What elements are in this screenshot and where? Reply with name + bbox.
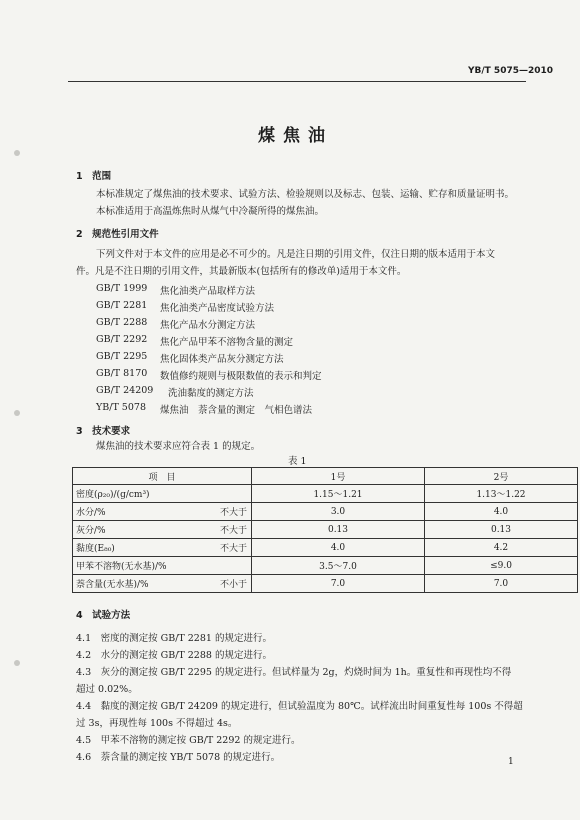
reference-title: 焦化固体类产品灰分测定方法 [160, 354, 284, 365]
reference-title: 洗油黏度的测定方法 [168, 388, 254, 399]
grade-2-value: 4.2 [425, 539, 578, 557]
punch-hole [14, 410, 20, 416]
reference-title: 焦化产品甲苯不溶物含量的测定 [160, 337, 294, 348]
table-row [73, 503, 578, 521]
grade-1-value: 0.13 [252, 521, 425, 539]
grade-1-value: 3.0 [252, 503, 425, 521]
table-header-cell: 2号 [425, 468, 578, 485]
table-row [73, 575, 578, 593]
grade-1-value: 4.0 [252, 539, 425, 557]
method-item: 4.3 灰分的测定按 GB/T 2295 的规定进行。但试样量为 2g，灼烧时间为 1h。重复性和再现性均不得 [76, 667, 512, 678]
section-1-heading: 1 范围 [76, 171, 112, 182]
section-1-paragraph: 本标准规定了煤焦油的技术要求、试验方法、检验规则以及标志、包装、运输、贮存和质量证明书。 [96, 189, 515, 200]
grade-1-value: 7.0 [252, 575, 425, 593]
table-row [73, 485, 578, 503]
table-header-cell: 1号 [252, 468, 425, 485]
punch-hole [14, 150, 20, 156]
item-limit: 不大于 [219, 508, 247, 518]
requirements-table [72, 467, 578, 593]
table-header-row [73, 468, 578, 485]
grade-2-value: ≤9.0 [425, 557, 578, 575]
reference-code: GB/T 2281 [96, 300, 148, 311]
item-limit: 不大于 [219, 544, 247, 554]
standard-code: YB/T 5075—2010 [468, 66, 554, 76]
reference-code: GB/T 24209 [96, 385, 154, 396]
method-item-continued: 超过 0.02%。 [76, 684, 138, 695]
punch-hole [14, 660, 20, 666]
grade-2-value: 4.0 [425, 503, 578, 521]
document-title: 煤焦油 [258, 126, 333, 146]
item-limit: 不大于 [219, 526, 247, 536]
table-caption: 表 1 [288, 456, 307, 467]
grade-2-value: 1.13～1.22 [425, 485, 578, 503]
reference-title: 焦化油类产品取样方法 [160, 286, 256, 297]
reference-title: 焦化油类产品密度试验方法 [160, 303, 275, 314]
section-2-paragraph: 下列文件对于本文件的应用是必不可少的。凡是注日期的引用文件，仅注日期的版本适用于本文 [96, 249, 496, 260]
reference-title: 煤焦油 萘含量的测定 气相色谱法 [160, 405, 313, 416]
section-3-paragraph: 煤焦油的技术要求应符合表 1 的规定。 [96, 441, 261, 452]
grade-1-value: 1.15～1.21 [252, 485, 425, 503]
grade-2-value: 0.13 [425, 521, 578, 539]
item-name: 黏度(E₈₀) [76, 544, 115, 554]
method-item: 4.4 黏度的测定按 GB/T 24209 的规定进行，但试验温度为 80℃。试样流出时间重复性每 100s 不得超 [76, 701, 523, 712]
grade-2-value: 7.0 [425, 575, 578, 593]
method-item-continued: 过 3s，再现性每 100s 不得超过 4s。 [76, 718, 238, 729]
header-rule [68, 81, 526, 82]
table-row [73, 521, 578, 539]
method-item: 4.5 甲苯不溶物的测定按 GB/T 2292 的规定进行。 [76, 735, 301, 746]
reference-code: GB/T 2295 [96, 351, 148, 362]
item-name: 灰分/% [76, 526, 106, 536]
grade-1-value: 3.5～7.0 [252, 557, 425, 575]
section-2-heading: 2 规范性引用文件 [76, 229, 159, 240]
reference-code: YB/T 5078 [96, 402, 146, 413]
reference-title: 数值修约规则与极限数值的表示和判定 [160, 371, 322, 382]
section-1-paragraph: 本标准适用于高温炼焦时从煤气中冷凝所得的煤焦油。 [96, 206, 325, 217]
item-name: 密度(ρ₂₀)/(g/cm³) [76, 490, 150, 500]
section-3-heading: 3 技术要求 [76, 426, 131, 437]
section-2-paragraph: 件。凡是不注日期的引用文件，其最新版本(包括所有的修改单)适用于本文件。 [76, 266, 407, 277]
item-limit: 不小于 [219, 580, 247, 590]
table-row [73, 557, 578, 575]
page-number: 1 [508, 757, 514, 767]
reference-title: 焦化产品水分测定方法 [160, 320, 256, 331]
method-item: 4.1 密度的测定按 GB/T 2281 的规定进行。 [76, 633, 272, 644]
section-4-heading: 4 试验方法 [76, 610, 131, 621]
item-name: 水分/% [76, 508, 106, 518]
reference-code: GB/T 1999 [96, 283, 148, 294]
item-name: 甲苯不溶物(无水基)/% [76, 562, 167, 572]
method-item: 4.2 水分的测定按 GB/T 2288 的规定进行。 [76, 650, 272, 661]
reference-code: GB/T 8170 [96, 368, 148, 379]
table-header-cell: 项 目 [73, 468, 252, 485]
item-name: 萘含量(无水基)/% [76, 580, 149, 590]
method-item: 4.6 萘含量的测定按 YB/T 5078 的规定进行。 [76, 752, 281, 763]
reference-code: GB/T 2288 [96, 317, 148, 328]
table-row [73, 539, 578, 557]
reference-code: GB/T 2292 [96, 334, 148, 345]
